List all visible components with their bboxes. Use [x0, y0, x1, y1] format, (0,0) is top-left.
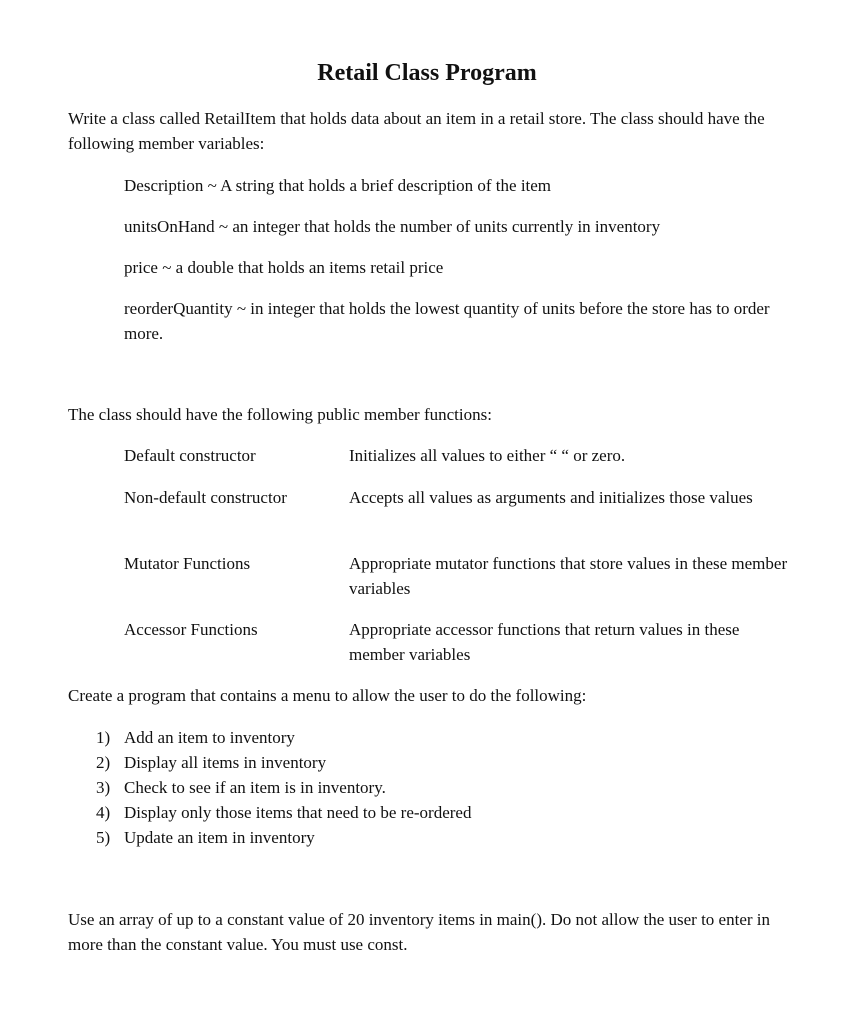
member-variable-description: Description ~ A string that holds a brief description of the item	[124, 176, 552, 195]
function-name: Non-default constructor	[124, 488, 287, 507]
list-number: 1)	[96, 728, 111, 747]
list-text: Display only those items that need to be re-ordered	[124, 803, 472, 822]
menu-list	[96, 725, 471, 850]
list-text: Display all items in inventory	[124, 753, 327, 772]
list-number: 2)	[96, 753, 111, 772]
member-variable-units-on-hand: unitsOnHand ~ an integer that holds the number of units currently in inventory	[124, 217, 661, 236]
list-item	[96, 750, 471, 775]
function-description: Appropriate mutator functions that store values in these member variables	[349, 554, 788, 598]
function-name: Mutator Functions	[124, 554, 251, 573]
list-item	[96, 800, 471, 825]
list-number: 4)	[96, 803, 111, 822]
function-description: Initializes all values to either “ “ or zero.	[349, 446, 626, 465]
closing-paragraph: Use an array of up to a constant value of 20 inventory items in main(). Do not allow the user to enter in more than the constant value. You must use const.	[68, 910, 771, 954]
list-item	[96, 725, 471, 750]
member-variable-reorder-quantity: reorderQuantity ~ in integer that holds the lowest quantity of units before the store has to order more.	[124, 299, 770, 343]
list-text: Check to see if an item is in inventory.	[124, 778, 386, 797]
list-text: Add an item to inventory	[124, 728, 295, 747]
member-variable-price: price ~ a double that holds an items retail price	[124, 258, 444, 277]
page-title: Retail Class Program	[317, 60, 537, 86]
list-item	[96, 825, 471, 850]
list-number: 5)	[96, 828, 111, 847]
menu-intro: Create a program that contains a menu to allow the user to do the following:	[68, 686, 587, 705]
list-number: 3)	[96, 778, 111, 797]
list-item	[96, 775, 471, 800]
function-name: Default constructor	[124, 446, 256, 465]
intro-paragraph: Write a class called RetailItem that holds data about an item in a retail store. The class should have the following member variables:	[68, 109, 765, 153]
function-name: Accessor Functions	[124, 620, 258, 639]
list-text: Update an item in inventory	[124, 828, 315, 847]
functions-intro: The class should have the following public member functions:	[68, 405, 492, 424]
function-description: Accepts all values as arguments and initializes those values	[349, 488, 753, 507]
function-description: Appropriate accessor functions that return values in these member variables	[349, 620, 740, 664]
